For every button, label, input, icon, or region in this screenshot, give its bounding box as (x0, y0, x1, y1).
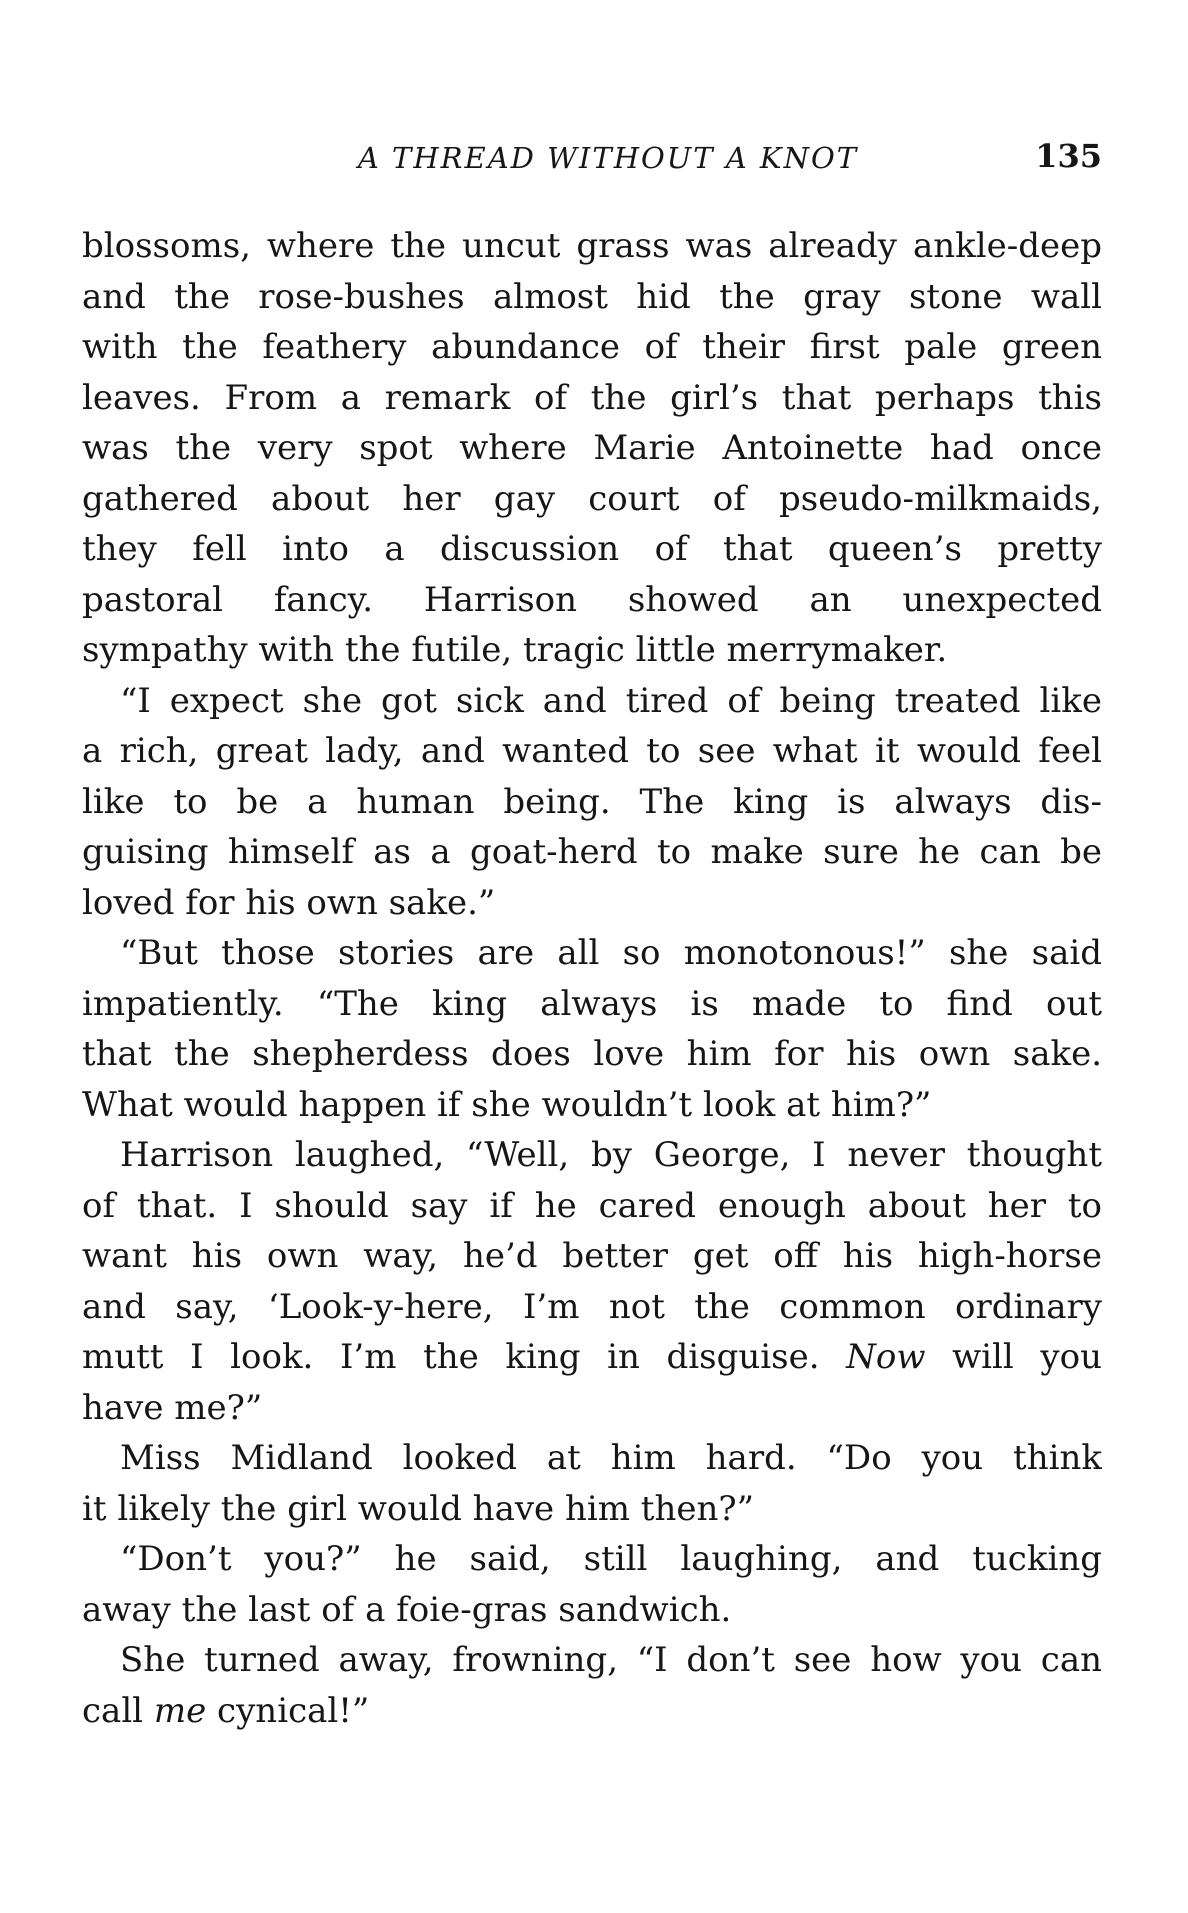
emphasis: Now (846, 1337, 926, 1377)
emphasis: me (153, 1690, 207, 1731)
text-line: “But those stories are all so monotonous!” she said (120, 933, 1102, 973)
text-line: sympathy with the futile, tragic little merrymaker. (82, 630, 948, 670)
text-line (82, 1686, 1102, 1737)
text-line: Harrison laughed, “Well, by George, I never thought (120, 1135, 1102, 1175)
running-title: A THREAD WITHOUT A KNOT (357, 141, 859, 175)
text-line: of that. I should say if he cared enough about her to (82, 1185, 1102, 1226)
text-line: that the shepherdess does love him for his own sake. (82, 1034, 1102, 1074)
text-line: with the feathery abundance of their first pale green (82, 327, 1102, 367)
text-line: Miss Midland looked at him hard. “Do you think (120, 1438, 1102, 1478)
text-line: What would happen if she wouldn’t look at him?” (82, 1084, 932, 1125)
text-line: “I expect she got sick and tired of being treated like (120, 680, 1102, 721)
text-run: cynical!” (206, 1690, 370, 1731)
text-line: have me?” (82, 1387, 263, 1428)
text-line: away the last of a foie-gras sandwich. (82, 1589, 732, 1630)
text-line: blossoms, where the uncut grass was already ankle-deep (82, 226, 1102, 266)
text-line: impatiently. “The king always is made to find out (82, 983, 1102, 1024)
running-head (82, 136, 1102, 180)
text-line: was the very spot where Marie Antoinette had once (82, 428, 1102, 468)
text-line: “Don’t you?” he said, still laughing, and tucking (120, 1539, 1102, 1579)
text-line (82, 1332, 1102, 1383)
text-line: loved for his own sake.” (82, 882, 496, 923)
text-line: they fell into a discussion of that queen’s pretty (82, 529, 1102, 569)
text-run: mutt I look. I’m the king in disguise. (82, 1337, 847, 1377)
text-line: leaves. From a remark of the girl’s that perhaps this (82, 377, 1102, 418)
body-text (82, 221, 1102, 1736)
text-line: pastoral fancy. Harrison showed an unexpected (82, 579, 1102, 620)
text-line: it likely the girl would have him then?” (82, 1488, 754, 1529)
text-line: guising himself as a goat-herd to make sure he can be (82, 832, 1102, 872)
text-line: gathered about her gay court of pseudo-milkmaids, (82, 478, 1102, 519)
text-line: She turned away, frowning, “I don’t see how you can (120, 1640, 1102, 1680)
text-run: call (82, 1690, 154, 1731)
text-run: will you (925, 1337, 1102, 1377)
text-line: a rich, great lady, and wanted to see what it would feel (82, 731, 1102, 771)
text-line: and say, ‘Look-y-here, I’m not the common ordinary (82, 1286, 1102, 1327)
text-line: want his own way, he’d better get off his high-horse (82, 1236, 1102, 1276)
text-line: like to be a human being. The king is always dis- (82, 781, 1102, 822)
page-number: 135 (1035, 137, 1102, 175)
text-line: and the rose-bushes almost hid the gray stone wall (82, 276, 1102, 317)
